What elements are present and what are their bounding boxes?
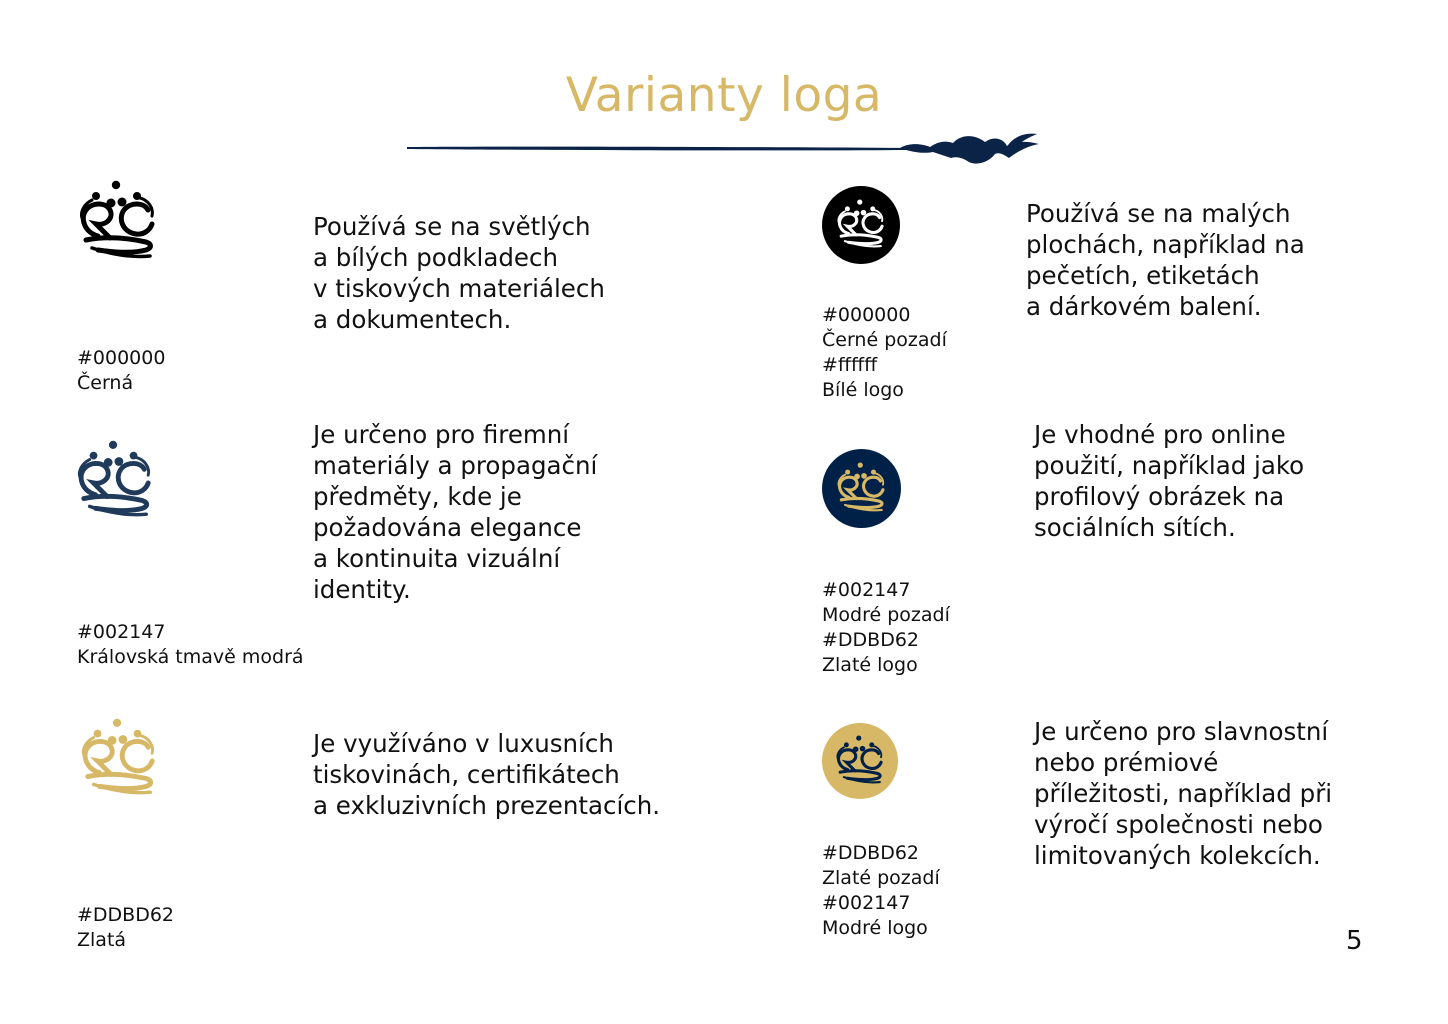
crown-icon	[835, 198, 887, 252]
logo-gold-on-navy-badge	[822, 449, 901, 528]
crown-icon	[834, 734, 886, 788]
color-name: Modré logo	[822, 917, 928, 939]
hex-code: #ffffff	[822, 354, 878, 376]
description-navy-logo: Je určeno pro firemní materiály a propagační předměty, kde je požadována elegance a kontinuita vizuální identity.	[313, 420, 598, 604]
color-name: Zlaté pozadí	[822, 867, 940, 889]
color-info-badge-navy	[822, 578, 950, 678]
hex-code: #DDBD62	[77, 904, 175, 926]
ornamental-divider	[405, 128, 1045, 170]
description-badge-navy: Je vhodné pro online použití, například jako profilový obrázek na sociálních sítích.	[1034, 420, 1305, 542]
color-name: Černé pozadí	[822, 329, 947, 351]
color-info-badge-black	[822, 303, 947, 403]
hex-code: #002147	[77, 621, 166, 643]
crown-icon	[835, 461, 888, 516]
hex-code: #000000	[822, 304, 911, 326]
logo-gold	[78, 718, 160, 800]
color-info-navy	[77, 620, 304, 670]
description-black-logo: Používá se na světlých a bílých podkladech v tiskových materiálech a dokumentech.	[313, 212, 605, 334]
description-gold-logo: Je využíváno v luxusních tiskovinách, certifikátech a exkluzivních prezentacích.	[313, 729, 661, 820]
logo-navy-on-gold-badge	[822, 723, 898, 799]
hex-code: #002147	[822, 579, 911, 601]
logo-black	[76, 180, 160, 264]
color-info-black	[77, 346, 165, 396]
color-name: Zlatá	[77, 929, 127, 951]
color-name: Černá	[77, 372, 134, 394]
color-info-badge-gold	[822, 841, 940, 941]
color-name: Bílé logo	[822, 379, 904, 401]
description-badge-gold: Je určeno pro slavnostní nebo prémiové příležitosti, například při výročí společnosti nebo limitovaných kolekcích.	[1034, 717, 1333, 870]
color-name: Zlaté logo	[822, 654, 918, 676]
logo-navy	[74, 440, 156, 522]
hex-code: #002147	[822, 892, 911, 914]
hex-code: #DDBD62	[822, 629, 920, 651]
hex-code: #DDBD62	[822, 842, 920, 864]
description-badge-black: Používá se na malých plochách, například na pečetích, etiketách a dárkovém balení.	[1026, 199, 1305, 321]
logo-white-on-black-badge	[822, 186, 900, 264]
color-name: Modré pozadí	[822, 604, 950, 626]
page-title: Varianty loga	[565, 68, 883, 123]
page-number: 5	[1346, 926, 1363, 956]
color-info-gold	[77, 903, 174, 953]
color-name: Královská tmavě modrá	[77, 646, 304, 668]
hex-code: #000000	[77, 347, 166, 369]
